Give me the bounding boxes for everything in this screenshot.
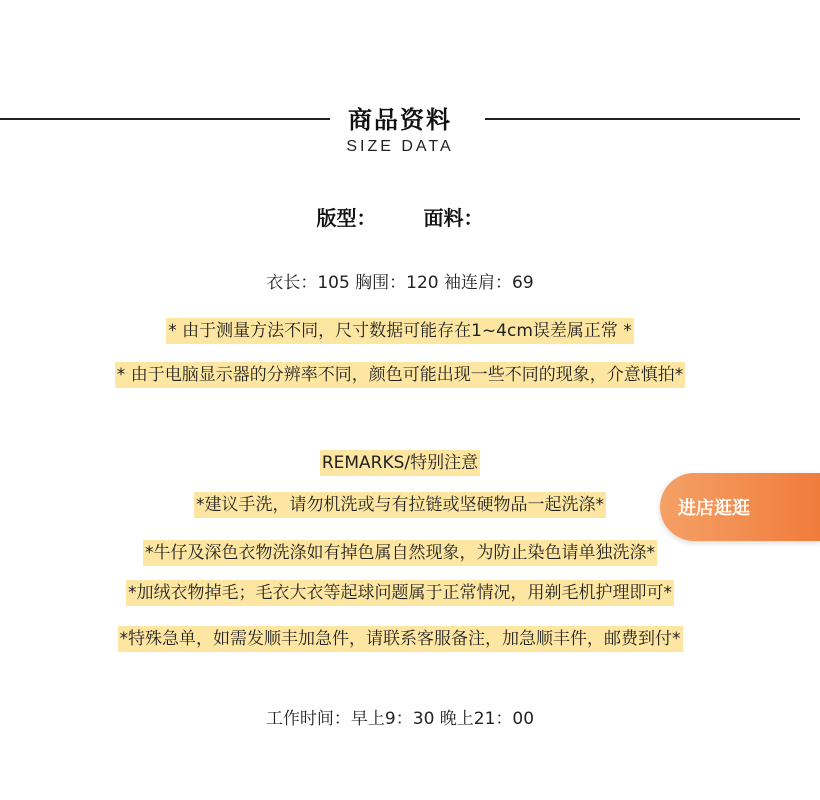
section-subtitle: SIZE DATA [346,138,454,155]
note-text: * 由于测量方法不同，尺寸数据可能存在1~4cm误差属正常 * [166,318,634,344]
remarks-title-line [0,448,800,473]
remark-text: *牛仔及深色衣物洗涤如有掉色属自然现象，为防止染色请单独洗涤* [143,540,657,566]
section-title: 商品资料 [348,106,452,134]
remark-line [0,624,800,649]
remark-line [0,578,800,603]
fabric-row [0,202,800,231]
work-hours-clip [0,704,800,729]
note-text: * 由于电脑显示器的分辨率不同，颜色可能出现一些不同的现象，介意慎拍* [115,362,685,388]
remark-text: *特殊急单，如需发顺丰加急件，请联系客服备注，加急顺丰件，邮费到付* [118,626,683,652]
material-label: 面料： [423,206,484,230]
measurements: 衣长：105 胸围：120 袖连肩：69 [266,273,534,293]
note-line [0,360,800,385]
visit-store-button[interactable] [660,473,820,541]
remark-text: *建议手洗，请勿机洗或与有拉链或坚硬物品一起洗涤* [194,492,606,518]
visit-store-label: 进店逛逛 [678,498,750,519]
note-line [0,316,800,341]
style-label: 版型： [316,206,377,230]
remark-text: *加绒衣物掉毛；毛衣大衣等起球问题属于正常情况，用剃毛机护理即可* [126,580,674,606]
work-hours: 工作时间：早上9：30 晚上21：00 [265,709,535,729]
remarks-title: REMARKS/特别注意 [320,450,480,476]
remark-line [0,538,800,563]
